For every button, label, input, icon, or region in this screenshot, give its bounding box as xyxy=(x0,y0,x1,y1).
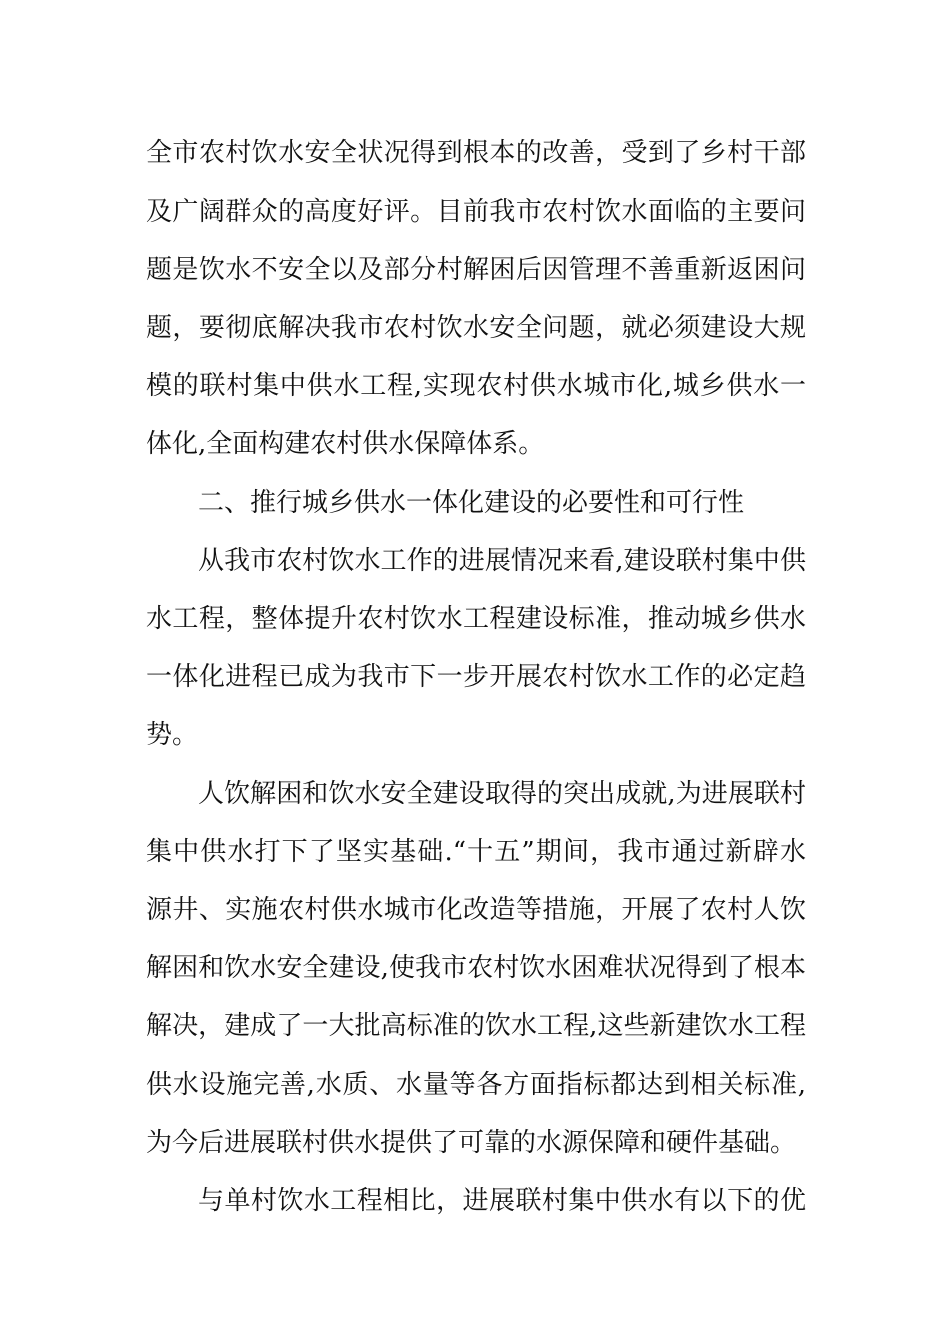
paragraph-line: 一体化进程已成为我市下一步开展农村饮水工作的必定趋 xyxy=(146,662,806,692)
paragraph-line: 题，要彻底解决我市农村饮水安全问题，就必须建设大规 xyxy=(146,313,806,343)
paragraph-line: 势。 xyxy=(146,720,199,750)
paragraph-line: 及广阔群众的高度好评。目前我市农村饮水面临的主要问 xyxy=(146,197,806,227)
paragraph-line: 人饮解困和饮水安全建设取得的突出成就,为进展联村 xyxy=(198,779,806,809)
paragraph-line: 全市农村饮水安全状况得到根本的改善，受到了乡村干部 xyxy=(146,138,806,168)
paragraph-line: 题是饮水不安全以及部分村解困后因管理不善重新返困问 xyxy=(146,255,806,285)
paragraph-line: 源井、实施农村供水城市化改造等措施，开展了农村人饮 xyxy=(146,895,806,925)
paragraph-line: 解决，建成了一大批高标准的饮水工程,这些新建饮水工程 xyxy=(146,1011,806,1041)
paragraph-line: 水工程，整体提升农村饮水工程建设标准，推动城乡供水 xyxy=(146,604,806,634)
paragraph-line: 集中供水打下了坚实基础.“十五”期间，我市通过新辟水 xyxy=(146,837,806,867)
section-heading: 二、推行城乡供水一体化建设的必要性和可行性 xyxy=(198,488,745,518)
paragraph-line: 解困和饮水安全建设,使我市农村饮水困难状况得到了根本 xyxy=(146,953,806,983)
paragraph-line: 与单村饮水工程相比，进展联村集中供水有以下的优 xyxy=(198,1186,806,1216)
paragraph-line: 从我市农村饮水工作的进展情况来看,建设联村集中供 xyxy=(198,546,806,576)
paragraph-line: 供水设施完善,水质、水量等各方面指标都达到相关标准, xyxy=(146,1070,806,1100)
paragraph-line: 为今后进展联村供水提供了可靠的水源保障和硬件基础。 xyxy=(146,1128,797,1158)
paragraph-line: 模的联村集中供水工程,实现农村供水城市化,城乡供水一 xyxy=(146,371,806,401)
paragraph-line: 体化,全面构建农村供水保障体系。 xyxy=(146,429,545,459)
